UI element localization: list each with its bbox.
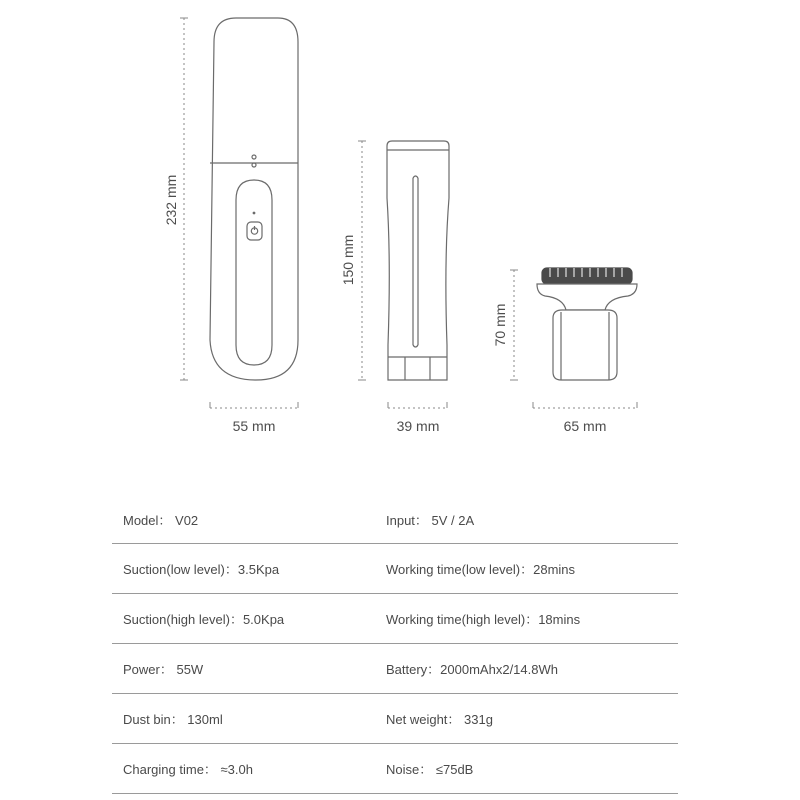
brush-height-label: 70 mm (492, 303, 508, 347)
spec-row (112, 495, 678, 544)
bin-height-dim-line (358, 141, 366, 380)
bin-width-dim-line (388, 402, 447, 408)
spec-row (112, 744, 678, 794)
vacuum-height-dim-line (180, 18, 188, 380)
vacuum-height-label: 232 mm (163, 174, 179, 226)
spec-noise: Noise： ≤75dB (386, 762, 474, 777)
bin-width-label: 39 mm (396, 418, 440, 434)
vacuum-width-dim-line (210, 402, 298, 408)
spec-working-time-high: Working time(high level)：18mins (386, 612, 581, 627)
spec-net-weight: Net weight： 331g (386, 712, 493, 727)
spec-table (112, 495, 678, 794)
spec-suction-low: Suction(low level)：3.5Kpa (123, 562, 280, 577)
vacuum-width-label: 55 mm (232, 418, 276, 434)
dust-bin-illustration (387, 141, 449, 380)
spec-model: Model： V02 (123, 513, 199, 528)
spec-dust-bin: Dust bin： 130ml (123, 712, 223, 727)
spec-input: Input： 5V / 2A (386, 513, 475, 528)
spec-charging-time: Charging time： ≈3.0h (123, 762, 253, 777)
spec-battery: Battery：2000mAhx2/14.8Wh (386, 662, 558, 677)
vacuum-illustration (210, 18, 298, 380)
spec-row (112, 544, 678, 594)
brush-width-dim-line (533, 402, 637, 408)
spec-row (112, 694, 678, 744)
spec-row (112, 644, 678, 694)
spec-working-time-low: Working time(low level)：28mins (386, 562, 576, 577)
bin-height-label: 150 mm (340, 234, 356, 286)
spec-power: Power： 55W (123, 662, 204, 677)
spec-suction-high: Suction(high level)：5.0Kpa (123, 612, 285, 627)
brush-width-label: 65 mm (563, 418, 607, 434)
brush-attachment-illustration (537, 268, 637, 380)
brush-height-dim-line (510, 270, 518, 380)
spec-row (112, 594, 678, 644)
